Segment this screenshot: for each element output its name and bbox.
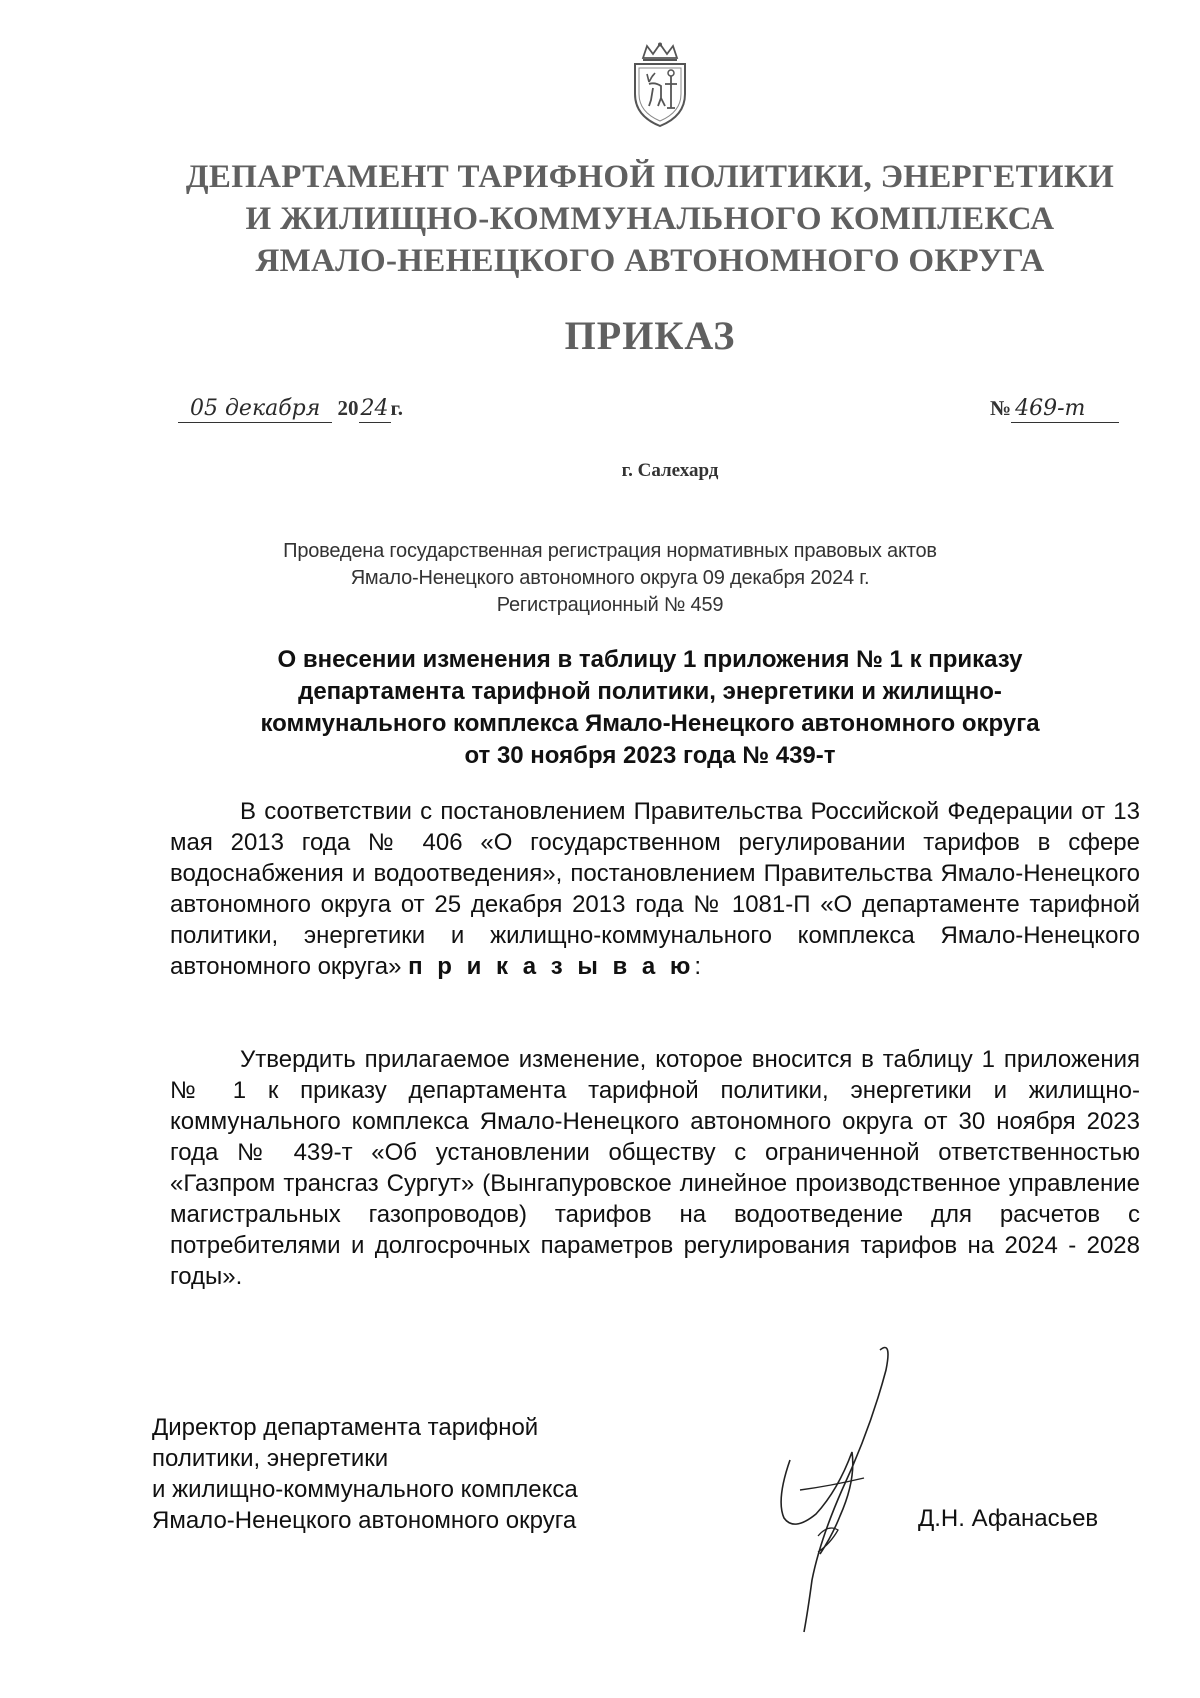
order-date — [178, 396, 403, 436]
signer-title-line: политики, энергетики — [152, 1445, 389, 1472]
body-paragraph-2: Утвердить прилагаемое изменение, которое вносится в таблицу 1 приложения № 1 к приказу департамента тарифной политики, энергетики и жилищно-коммунального комплекса Ямало-Ненецкого автономного округа от 30 ноября 2023 года № 439-т «Об установлении обществу с ограниченной ответственностью «Газпром трансгаз Сургут» (Вынгапуровское линейное производственное управление магистральных газопроводов) тарифов на водоотведение для расчетов с потребителями и долгосрочных параметров регулирования тарифов на 2024 - 2028 годы». — [170, 1046, 1140, 1290]
paragraph-1-text: В соответствии с постановлением Правительства Российской Федерации от 13 мая 2013 года № 406 «О государственном регулировании тарифов в сфере водоснабжения и водоотведения», постановлением Правительства Ямало-Ненецкого автономного округа от 25 декабря 2013 года № 1081-П «О департаменте тарифной политики, энергетики и жилищно-коммунального комплекса Ямало-Ненецкого автономного округа» — [170, 798, 1140, 980]
title-line: департамента тарифной политики, энергетики и жилищно- — [298, 678, 1002, 705]
registration-line: Проведена государственная регистрация нормативных правовых актов — [283, 540, 937, 562]
registration-line: Регистрационный № 459 — [496, 594, 724, 616]
title-line: от 30 ноября 2023 года № 439-т — [464, 742, 836, 769]
coat-of-arms-icon — [625, 42, 695, 130]
title-line: коммунального комплекса Ямало-Ненецкого автономного округа — [260, 710, 1040, 737]
body-paragraph-1 — [170, 796, 1140, 982]
department-line: И ЖИЛИЩНО-КОММУНАЛЬНОГО КОМПЛЕКСА — [245, 201, 1055, 237]
signer-title-line: Ямало-Ненецкого автономного округа — [152, 1507, 577, 1534]
department-line: ЯМАЛО-НЕНЕЦКОГО АВТОНОМНОГО ОКРУГА — [255, 243, 1045, 279]
date-year-prefix: 20 — [337, 396, 359, 420]
signer-title — [152, 1412, 712, 1536]
signer-title-line: и жилищно-коммунального комплекса — [152, 1476, 578, 1503]
document-title — [170, 644, 1130, 772]
city: г. Салехард — [621, 460, 719, 481]
order-keyword: п р и к а з ы в а ю — [408, 953, 695, 980]
department-line: ДЕПАРТАМЕНТ ТАРИФНОЙ ПОЛИТИКИ, ЭНЕРГЕТИКИ — [185, 159, 1115, 195]
number-mark: № — [990, 396, 1012, 420]
number-value: 469-т — [1011, 396, 1119, 423]
date-year-mark: г. — [390, 396, 403, 420]
date-day-month: 05 декабря — [178, 396, 332, 423]
paragraph-1-end: : — [694, 953, 702, 980]
department-header — [150, 156, 1150, 282]
title-line: О внесении изменения в таблицу 1 приложения № 1 к приказу — [277, 646, 1023, 673]
document-type: ПРИКАЗ — [564, 313, 736, 358]
signer-name: Д.Н. Афанасьев — [918, 1505, 1099, 1532]
registration-line: Ямало-Ненецкого автономного округа 09 декабря 2024 г. — [350, 567, 870, 589]
handwritten-signature-icon — [760, 1340, 960, 1640]
signer-title-line: Директор департамента тарифной — [152, 1414, 539, 1441]
registration-notice — [160, 538, 1060, 619]
order-number — [990, 396, 1119, 423]
date-year-suffix: 24 — [360, 396, 389, 421]
